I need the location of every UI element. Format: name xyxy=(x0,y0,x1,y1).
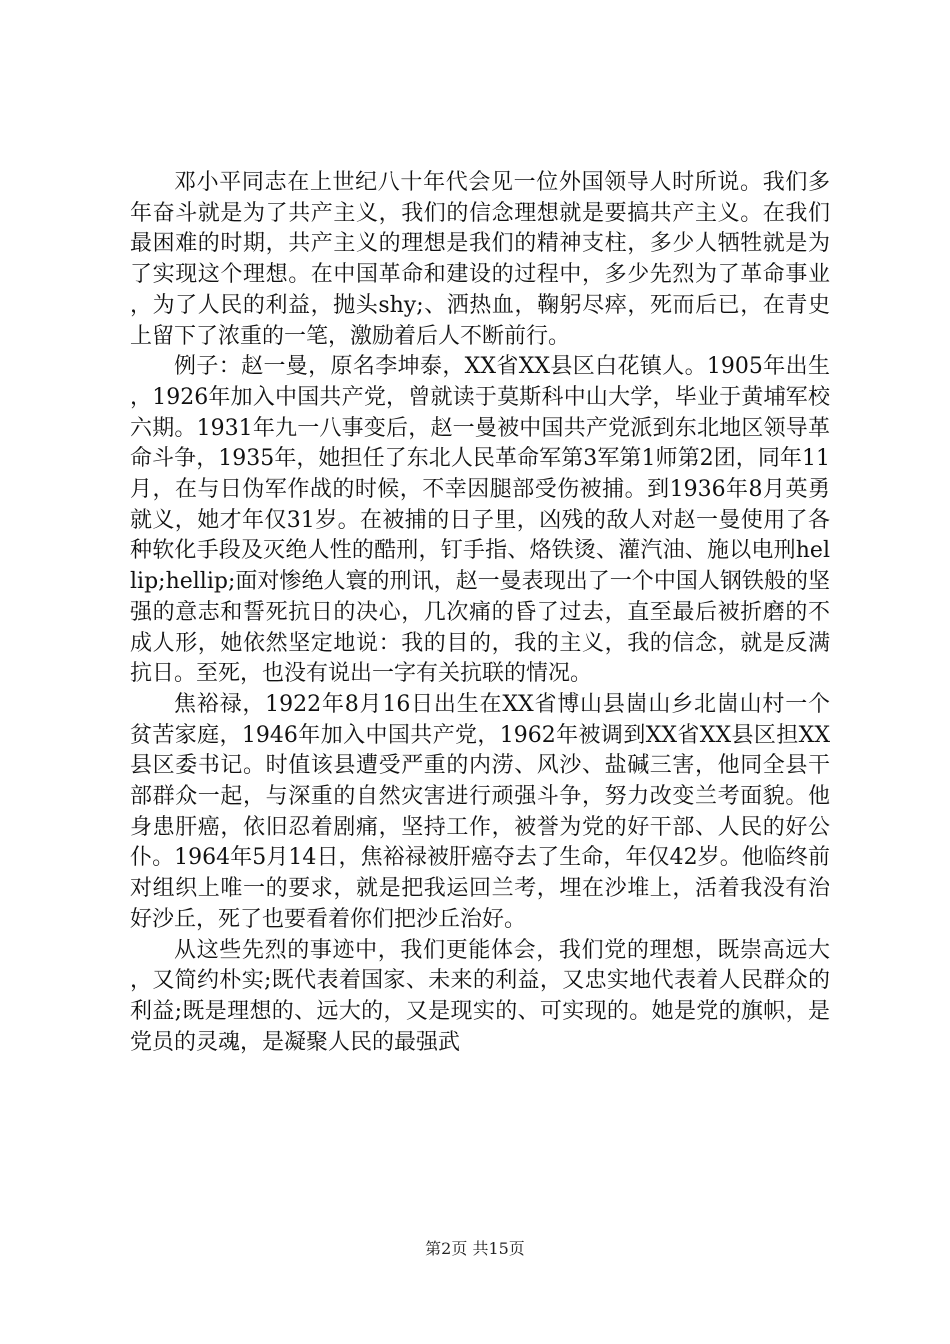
document-body xyxy=(130,168,830,1058)
page-footer: 第2页 共15页 xyxy=(425,1239,525,1258)
paragraph-jiao-yulu: 焦裕禄，1922年8月16日出生在XX省博山县崮山乡北崮山村一个贫苦家庭，1946年加入中国共产党，1962年被调到XX省XX县区担XX县区委书记。时值该县遭受严重的内涝、风沙、盐碱三害，他同全县干部群众一起，与深重的自然灾害进行顽强斗争，努力改变兰考面貌。他身患肝癌，依旧忍着剧痛，坚持工作，被誉为党的好干部、人民的好公仆。1964年5月14日，焦裕禄被肝癌夺去了生命，年仅42岁。他临终前对组织上唯一的要求，就是把我运回兰考，埋在沙堆上，活着我没有治好沙丘，死了也要看着你们把沙丘治好。 xyxy=(130,691,830,932)
paragraph-deng-xiaoping: 邓小平同志在上世纪八十年代会见一位外国领导人时所说。我们多年奋斗就是为了共产主义，我们的信念理想就是要搞共产主义。在我们最困难的时期，共产主义的理想是我们的精神支柱，多少人牺牲就是为了实现这个理想。在中国革命和建设的过程中，多少先烈为了革命事业，为了人民的利益，抛头shy;、洒热血，鞠躬尽瘁，死而后已，在青史上留下了浓重的一笔，激励着后人不断前行。 xyxy=(130,170,830,349)
paragraph-zhao-yiman: 例子：赵一曼，原名李坤泰，XX省XX县区白花镇人。1905年出生，1926年加入中国共产党，曾就读于莫斯科中山大学，毕业于黄埔军校六期。1931年九一八事变后，赵一曼被中国共产党派到东北地区领导革命斗争，1935年，她担任了东北人民革命军第3军第1师第2团，同年11月，在与日伪军作战的时候，不幸因腿部受伤被捕。到1936年8月英勇就义，她才年仅31岁。在被捕的日子里，凶残的敌人对赵一曼使用了各种软化手段及灭绝人性的酷刑，钉手指、烙铁烫、灌汽油、施以电刑hellip;hellip;面对惨绝人寰的刑讯，赵一曼表现出了一个中国人钢铁般的坚强的意志和誓死抗日的决心，几次痛的昏了过去，直至最后被折磨的不成人形，她依然坚定地说：我的目的，我的主义，我的信念，就是反满抗日。至死，也没有说出一字有关抗联的情况。 xyxy=(130,354,830,687)
paragraph-conclusion: 从这些先烈的事迹中，我们更能体会，我们党的理想，既崇高远大，又简约朴实;既代表着国家、未来的利益，又忠实地代表着人民群众的利益;既是理想的、远大的，又是现实的、可实现的。她是党的旗帜，是党员的灵魂，是凝聚人民的最强武 xyxy=(130,937,830,1055)
